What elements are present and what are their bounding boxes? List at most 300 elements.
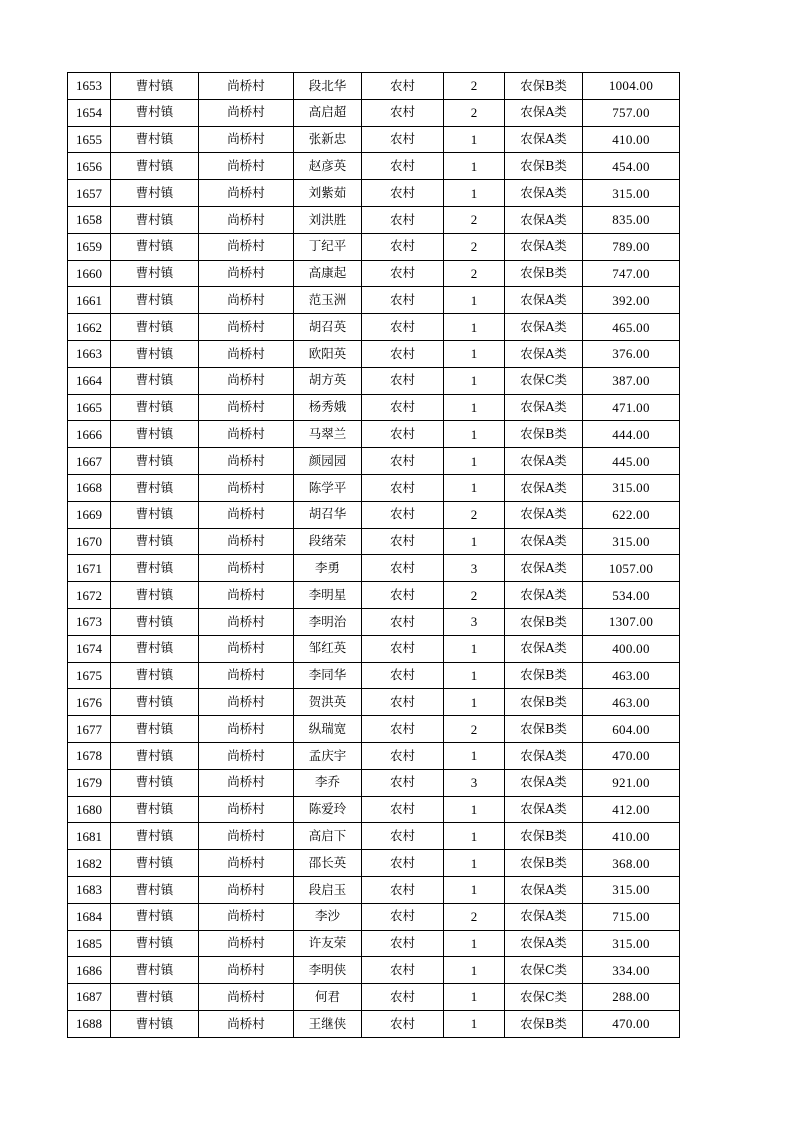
cell-amount: 471.00 bbox=[583, 394, 680, 421]
cell-category: 农保C类 bbox=[505, 984, 583, 1011]
cell-household-type: 农村 bbox=[362, 823, 444, 850]
table-row bbox=[68, 99, 680, 126]
cell-member-count: 3 bbox=[444, 769, 505, 796]
cell-member-count: 2 bbox=[444, 73, 505, 100]
cell-household-type: 农村 bbox=[362, 474, 444, 501]
table-row bbox=[68, 474, 680, 501]
cell-amount: 445.00 bbox=[583, 448, 680, 475]
cell-category: 农保A类 bbox=[505, 394, 583, 421]
cell-town: 曹村镇 bbox=[111, 340, 199, 367]
cell-member-count: 1 bbox=[444, 314, 505, 341]
cell-serial-number: 1655 bbox=[68, 126, 111, 153]
cell-village: 尚桥村 bbox=[199, 153, 294, 180]
cell-member-count: 1 bbox=[444, 742, 505, 769]
cell-serial-number: 1670 bbox=[68, 528, 111, 555]
cell-household-type: 农村 bbox=[362, 769, 444, 796]
cell-person-name: 丁纪平 bbox=[294, 233, 362, 260]
cell-person-name: 刘紫茹 bbox=[294, 180, 362, 207]
cell-serial-number: 1665 bbox=[68, 394, 111, 421]
cell-village: 尚桥村 bbox=[199, 582, 294, 609]
table-row bbox=[68, 233, 680, 260]
cell-household-type: 农村 bbox=[362, 73, 444, 100]
cell-amount: 715.00 bbox=[583, 903, 680, 930]
cell-member-count: 3 bbox=[444, 555, 505, 582]
cell-village: 尚桥村 bbox=[199, 984, 294, 1011]
cell-serial-number: 1675 bbox=[68, 662, 111, 689]
cell-town: 曹村镇 bbox=[111, 314, 199, 341]
cell-person-name: 陈爱玲 bbox=[294, 796, 362, 823]
cell-amount: 789.00 bbox=[583, 233, 680, 260]
table-row bbox=[68, 1010, 680, 1037]
cell-person-name: 纵瑞宽 bbox=[294, 716, 362, 743]
cell-town: 曹村镇 bbox=[111, 984, 199, 1011]
cell-village: 尚桥村 bbox=[199, 555, 294, 582]
data-table bbox=[67, 72, 680, 1038]
cell-town: 曹村镇 bbox=[111, 582, 199, 609]
cell-person-name: 杨秀娥 bbox=[294, 394, 362, 421]
cell-household-type: 农村 bbox=[362, 930, 444, 957]
table-row bbox=[68, 206, 680, 233]
cell-category: 农保A类 bbox=[505, 448, 583, 475]
cell-town: 曹村镇 bbox=[111, 260, 199, 287]
cell-village: 尚桥村 bbox=[199, 474, 294, 501]
cell-member-count: 2 bbox=[444, 903, 505, 930]
table-row bbox=[68, 689, 680, 716]
cell-amount: 465.00 bbox=[583, 314, 680, 341]
cell-amount: 470.00 bbox=[583, 742, 680, 769]
cell-household-type: 农村 bbox=[362, 1010, 444, 1037]
cell-person-name: 李同华 bbox=[294, 662, 362, 689]
cell-amount: 315.00 bbox=[583, 930, 680, 957]
cell-serial-number: 1659 bbox=[68, 233, 111, 260]
table-row bbox=[68, 582, 680, 609]
table-row bbox=[68, 957, 680, 984]
cell-category: 农保A类 bbox=[505, 742, 583, 769]
table-row bbox=[68, 930, 680, 957]
table-row bbox=[68, 394, 680, 421]
cell-member-count: 1 bbox=[444, 394, 505, 421]
cell-town: 曹村镇 bbox=[111, 769, 199, 796]
cell-village: 尚桥村 bbox=[199, 180, 294, 207]
cell-town: 曹村镇 bbox=[111, 689, 199, 716]
cell-town: 曹村镇 bbox=[111, 448, 199, 475]
cell-amount: 410.00 bbox=[583, 126, 680, 153]
cell-serial-number: 1674 bbox=[68, 635, 111, 662]
cell-amount: 1307.00 bbox=[583, 608, 680, 635]
cell-category: 农保A类 bbox=[505, 206, 583, 233]
cell-amount: 463.00 bbox=[583, 689, 680, 716]
cell-category: 农保A类 bbox=[505, 126, 583, 153]
cell-person-name: 李明侠 bbox=[294, 957, 362, 984]
cell-village: 尚桥村 bbox=[199, 340, 294, 367]
cell-town: 曹村镇 bbox=[111, 99, 199, 126]
cell-village: 尚桥村 bbox=[199, 850, 294, 877]
table-row bbox=[68, 314, 680, 341]
cell-household-type: 农村 bbox=[362, 206, 444, 233]
cell-serial-number: 1686 bbox=[68, 957, 111, 984]
cell-category: 农保B类 bbox=[505, 421, 583, 448]
cell-category: 农保C类 bbox=[505, 367, 583, 394]
cell-village: 尚桥村 bbox=[199, 903, 294, 930]
cell-amount: 454.00 bbox=[583, 153, 680, 180]
cell-household-type: 农村 bbox=[362, 99, 444, 126]
cell-serial-number: 1658 bbox=[68, 206, 111, 233]
cell-town: 曹村镇 bbox=[111, 126, 199, 153]
cell-household-type: 农村 bbox=[362, 233, 444, 260]
cell-household-type: 农村 bbox=[362, 662, 444, 689]
cell-village: 尚桥村 bbox=[199, 394, 294, 421]
cell-village: 尚桥村 bbox=[199, 421, 294, 448]
cell-person-name: 邹红英 bbox=[294, 635, 362, 662]
cell-amount: 1057.00 bbox=[583, 555, 680, 582]
cell-serial-number: 1687 bbox=[68, 984, 111, 1011]
cell-amount: 835.00 bbox=[583, 206, 680, 233]
table-row bbox=[68, 287, 680, 314]
cell-village: 尚桥村 bbox=[199, 448, 294, 475]
cell-serial-number: 1683 bbox=[68, 876, 111, 903]
table-row bbox=[68, 984, 680, 1011]
cell-member-count: 2 bbox=[444, 260, 505, 287]
cell-household-type: 农村 bbox=[362, 314, 444, 341]
cell-amount: 534.00 bbox=[583, 582, 680, 609]
cell-member-count: 2 bbox=[444, 206, 505, 233]
cell-member-count: 2 bbox=[444, 716, 505, 743]
cell-household-type: 农村 bbox=[362, 180, 444, 207]
cell-person-name: 李勇 bbox=[294, 555, 362, 582]
cell-amount: 288.00 bbox=[583, 984, 680, 1011]
cell-village: 尚桥村 bbox=[199, 260, 294, 287]
cell-category: 农保A类 bbox=[505, 635, 583, 662]
cell-person-name: 许友荣 bbox=[294, 930, 362, 957]
table-row bbox=[68, 260, 680, 287]
cell-village: 尚桥村 bbox=[199, 528, 294, 555]
cell-member-count: 1 bbox=[444, 796, 505, 823]
cell-person-name: 陈学平 bbox=[294, 474, 362, 501]
cell-town: 曹村镇 bbox=[111, 287, 199, 314]
cell-person-name: 马翠兰 bbox=[294, 421, 362, 448]
cell-serial-number: 1681 bbox=[68, 823, 111, 850]
cell-serial-number: 1685 bbox=[68, 930, 111, 957]
cell-person-name: 范玉洲 bbox=[294, 287, 362, 314]
cell-household-type: 农村 bbox=[362, 796, 444, 823]
cell-town: 曹村镇 bbox=[111, 73, 199, 100]
cell-category: 农保A类 bbox=[505, 180, 583, 207]
cell-category: 农保A类 bbox=[505, 769, 583, 796]
cell-person-name: 张新忠 bbox=[294, 126, 362, 153]
table-row bbox=[68, 501, 680, 528]
cell-member-count: 1 bbox=[444, 984, 505, 1011]
cell-serial-number: 1664 bbox=[68, 367, 111, 394]
cell-category: 农保B类 bbox=[505, 73, 583, 100]
cell-category: 农保A类 bbox=[505, 796, 583, 823]
cell-serial-number: 1663 bbox=[68, 340, 111, 367]
cell-household-type: 农村 bbox=[362, 528, 444, 555]
cell-village: 尚桥村 bbox=[199, 99, 294, 126]
cell-category: 农保A类 bbox=[505, 555, 583, 582]
cell-category: 农保A类 bbox=[505, 903, 583, 930]
cell-village: 尚桥村 bbox=[199, 126, 294, 153]
cell-member-count: 1 bbox=[444, 930, 505, 957]
cell-person-name: 欧阳英 bbox=[294, 340, 362, 367]
cell-member-count: 1 bbox=[444, 126, 505, 153]
cell-person-name: 高启超 bbox=[294, 99, 362, 126]
cell-town: 曹村镇 bbox=[111, 608, 199, 635]
cell-serial-number: 1679 bbox=[68, 769, 111, 796]
cell-amount: 315.00 bbox=[583, 876, 680, 903]
cell-serial-number: 1676 bbox=[68, 689, 111, 716]
table-row bbox=[68, 850, 680, 877]
cell-category: 农保A类 bbox=[505, 501, 583, 528]
cell-village: 尚桥村 bbox=[199, 1010, 294, 1037]
cell-town: 曹村镇 bbox=[111, 796, 199, 823]
cell-household-type: 农村 bbox=[362, 957, 444, 984]
cell-town: 曹村镇 bbox=[111, 474, 199, 501]
table-row bbox=[68, 903, 680, 930]
cell-household-type: 农村 bbox=[362, 716, 444, 743]
cell-serial-number: 1656 bbox=[68, 153, 111, 180]
table-row bbox=[68, 153, 680, 180]
cell-member-count: 1 bbox=[444, 957, 505, 984]
cell-category: 农保A类 bbox=[505, 233, 583, 260]
cell-person-name: 高启下 bbox=[294, 823, 362, 850]
cell-serial-number: 1666 bbox=[68, 421, 111, 448]
cell-amount: 463.00 bbox=[583, 662, 680, 689]
cell-household-type: 农村 bbox=[362, 287, 444, 314]
cell-amount: 444.00 bbox=[583, 421, 680, 448]
cell-town: 曹村镇 bbox=[111, 930, 199, 957]
cell-amount: 368.00 bbox=[583, 850, 680, 877]
cell-serial-number: 1660 bbox=[68, 260, 111, 287]
cell-person-name: 段启玉 bbox=[294, 876, 362, 903]
cell-member-count: 1 bbox=[444, 823, 505, 850]
cell-category: 农保A类 bbox=[505, 930, 583, 957]
cell-category: 农保B类 bbox=[505, 260, 583, 287]
cell-member-count: 1 bbox=[444, 448, 505, 475]
cell-person-name: 胡召华 bbox=[294, 501, 362, 528]
cell-town: 曹村镇 bbox=[111, 421, 199, 448]
cell-person-name: 高康起 bbox=[294, 260, 362, 287]
cell-amount: 622.00 bbox=[583, 501, 680, 528]
cell-amount: 410.00 bbox=[583, 823, 680, 850]
cell-category: 农保A类 bbox=[505, 582, 583, 609]
cell-person-name: 李沙 bbox=[294, 903, 362, 930]
cell-category: 农保A类 bbox=[505, 876, 583, 903]
cell-household-type: 农村 bbox=[362, 876, 444, 903]
table-row bbox=[68, 796, 680, 823]
table-row bbox=[68, 608, 680, 635]
cell-amount: 315.00 bbox=[583, 474, 680, 501]
cell-town: 曹村镇 bbox=[111, 876, 199, 903]
cell-village: 尚桥村 bbox=[199, 608, 294, 635]
cell-town: 曹村镇 bbox=[111, 528, 199, 555]
cell-village: 尚桥村 bbox=[199, 314, 294, 341]
cell-serial-number: 1668 bbox=[68, 474, 111, 501]
cell-amount: 315.00 bbox=[583, 528, 680, 555]
cell-household-type: 农村 bbox=[362, 984, 444, 1011]
cell-member-count: 1 bbox=[444, 528, 505, 555]
cell-person-name: 李明治 bbox=[294, 608, 362, 635]
table-row bbox=[68, 340, 680, 367]
cell-household-type: 农村 bbox=[362, 394, 444, 421]
cell-person-name: 王继侠 bbox=[294, 1010, 362, 1037]
cell-town: 曹村镇 bbox=[111, 394, 199, 421]
cell-category: 农保A类 bbox=[505, 314, 583, 341]
cell-member-count: 2 bbox=[444, 501, 505, 528]
cell-person-name: 邵长英 bbox=[294, 850, 362, 877]
cell-serial-number: 1654 bbox=[68, 99, 111, 126]
cell-household-type: 农村 bbox=[362, 448, 444, 475]
cell-town: 曹村镇 bbox=[111, 153, 199, 180]
cell-amount: 747.00 bbox=[583, 260, 680, 287]
cell-serial-number: 1678 bbox=[68, 742, 111, 769]
cell-village: 尚桥村 bbox=[199, 689, 294, 716]
cell-village: 尚桥村 bbox=[199, 716, 294, 743]
cell-household-type: 农村 bbox=[362, 903, 444, 930]
cell-village: 尚桥村 bbox=[199, 930, 294, 957]
cell-town: 曹村镇 bbox=[111, 367, 199, 394]
cell-village: 尚桥村 bbox=[199, 957, 294, 984]
cell-member-count: 1 bbox=[444, 635, 505, 662]
cell-person-name: 何君 bbox=[294, 984, 362, 1011]
cell-village: 尚桥村 bbox=[199, 662, 294, 689]
cell-amount: 334.00 bbox=[583, 957, 680, 984]
table-row bbox=[68, 448, 680, 475]
cell-amount: 376.00 bbox=[583, 340, 680, 367]
table-row bbox=[68, 876, 680, 903]
cell-town: 曹村镇 bbox=[111, 501, 199, 528]
cell-person-name: 刘洪胜 bbox=[294, 206, 362, 233]
cell-category: 农保B类 bbox=[505, 716, 583, 743]
table-row bbox=[68, 769, 680, 796]
cell-amount: 387.00 bbox=[583, 367, 680, 394]
cell-amount: 1004.00 bbox=[583, 73, 680, 100]
cell-household-type: 农村 bbox=[362, 153, 444, 180]
cell-person-name: 贺洪英 bbox=[294, 689, 362, 716]
table-row bbox=[68, 126, 680, 153]
cell-member-count: 2 bbox=[444, 233, 505, 260]
cell-category: 农保A类 bbox=[505, 528, 583, 555]
cell-category: 农保B类 bbox=[505, 153, 583, 180]
cell-serial-number: 1657 bbox=[68, 180, 111, 207]
cell-town: 曹村镇 bbox=[111, 233, 199, 260]
cell-serial-number: 1677 bbox=[68, 716, 111, 743]
table-row bbox=[68, 528, 680, 555]
cell-person-name: 李乔 bbox=[294, 769, 362, 796]
table-row bbox=[68, 180, 680, 207]
cell-category: 农保A类 bbox=[505, 287, 583, 314]
cell-household-type: 农村 bbox=[362, 582, 444, 609]
cell-town: 曹村镇 bbox=[111, 635, 199, 662]
cell-amount: 392.00 bbox=[583, 287, 680, 314]
cell-category: 农保A类 bbox=[505, 99, 583, 126]
cell-village: 尚桥村 bbox=[199, 73, 294, 100]
cell-member-count: 2 bbox=[444, 582, 505, 609]
cell-amount: 315.00 bbox=[583, 180, 680, 207]
cell-member-count: 1 bbox=[444, 421, 505, 448]
cell-person-name: 孟庆宇 bbox=[294, 742, 362, 769]
cell-household-type: 农村 bbox=[362, 421, 444, 448]
cell-person-name: 段绪荣 bbox=[294, 528, 362, 555]
cell-town: 曹村镇 bbox=[111, 716, 199, 743]
cell-category: 农保B类 bbox=[505, 823, 583, 850]
cell-village: 尚桥村 bbox=[199, 367, 294, 394]
cell-person-name: 段北华 bbox=[294, 73, 362, 100]
cell-town: 曹村镇 bbox=[111, 1010, 199, 1037]
cell-household-type: 农村 bbox=[362, 340, 444, 367]
cell-household-type: 农村 bbox=[362, 126, 444, 153]
cell-member-count: 1 bbox=[444, 662, 505, 689]
cell-serial-number: 1673 bbox=[68, 608, 111, 635]
cell-village: 尚桥村 bbox=[199, 635, 294, 662]
cell-village: 尚桥村 bbox=[199, 876, 294, 903]
cell-serial-number: 1671 bbox=[68, 555, 111, 582]
cell-member-count: 1 bbox=[444, 876, 505, 903]
cell-serial-number: 1669 bbox=[68, 501, 111, 528]
table-row bbox=[68, 555, 680, 582]
table-row bbox=[68, 635, 680, 662]
cell-household-type: 农村 bbox=[362, 742, 444, 769]
table-row bbox=[68, 742, 680, 769]
cell-person-name: 赵彦英 bbox=[294, 153, 362, 180]
cell-category: 农保B类 bbox=[505, 689, 583, 716]
cell-village: 尚桥村 bbox=[199, 206, 294, 233]
cell-member-count: 1 bbox=[444, 340, 505, 367]
cell-town: 曹村镇 bbox=[111, 180, 199, 207]
cell-member-count: 1 bbox=[444, 689, 505, 716]
cell-town: 曹村镇 bbox=[111, 662, 199, 689]
cell-town: 曹村镇 bbox=[111, 957, 199, 984]
cell-category: 农保B类 bbox=[505, 850, 583, 877]
cell-category: 农保A类 bbox=[505, 340, 583, 367]
table-row bbox=[68, 823, 680, 850]
cell-serial-number: 1684 bbox=[68, 903, 111, 930]
cell-member-count: 1 bbox=[444, 474, 505, 501]
cell-town: 曹村镇 bbox=[111, 555, 199, 582]
cell-household-type: 农村 bbox=[362, 635, 444, 662]
cell-serial-number: 1653 bbox=[68, 73, 111, 100]
cell-amount: 470.00 bbox=[583, 1010, 680, 1037]
cell-household-type: 农村 bbox=[362, 260, 444, 287]
table-row bbox=[68, 716, 680, 743]
cell-member-count: 1 bbox=[444, 153, 505, 180]
cell-member-count: 1 bbox=[444, 287, 505, 314]
cell-category: 农保B类 bbox=[505, 662, 583, 689]
cell-town: 曹村镇 bbox=[111, 206, 199, 233]
table-row bbox=[68, 662, 680, 689]
cell-member-count: 1 bbox=[444, 367, 505, 394]
cell-category: 农保A类 bbox=[505, 474, 583, 501]
cell-town: 曹村镇 bbox=[111, 823, 199, 850]
cell-category: 农保B类 bbox=[505, 1010, 583, 1037]
cell-amount: 757.00 bbox=[583, 99, 680, 126]
cell-member-count: 2 bbox=[444, 99, 505, 126]
cell-category: 农保C类 bbox=[505, 957, 583, 984]
cell-person-name: 颜园园 bbox=[294, 448, 362, 475]
cell-household-type: 农村 bbox=[362, 689, 444, 716]
document-page bbox=[67, 72, 680, 1038]
cell-member-count: 1 bbox=[444, 180, 505, 207]
cell-category: 农保B类 bbox=[505, 608, 583, 635]
cell-amount: 412.00 bbox=[583, 796, 680, 823]
cell-serial-number: 1662 bbox=[68, 314, 111, 341]
cell-village: 尚桥村 bbox=[199, 287, 294, 314]
cell-serial-number: 1661 bbox=[68, 287, 111, 314]
cell-person-name: 胡召英 bbox=[294, 314, 362, 341]
cell-village: 尚桥村 bbox=[199, 796, 294, 823]
cell-household-type: 农村 bbox=[362, 850, 444, 877]
table-body bbox=[68, 73, 680, 1038]
cell-household-type: 农村 bbox=[362, 608, 444, 635]
